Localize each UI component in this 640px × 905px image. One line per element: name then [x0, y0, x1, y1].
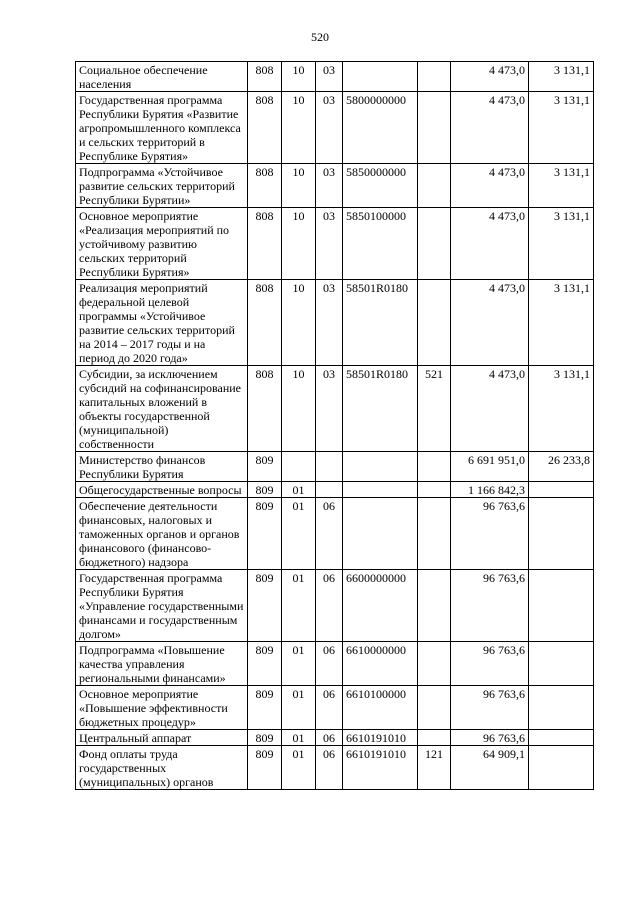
cell-amount-2 — [529, 686, 594, 730]
table-row — [76, 452, 594, 482]
cell-name: Фонд оплаты труда государственных (муниципальных) органов — [76, 746, 248, 790]
cell-amount-1: 96 763,6 — [451, 686, 529, 730]
cell-target-code: 58501R0180 — [343, 280, 418, 366]
cell-amount-2 — [529, 570, 594, 642]
cell-section: 01 — [282, 482, 316, 498]
cell-target-code: 5850100000 — [343, 208, 418, 280]
cell-target-code: 58501R0180 — [343, 366, 418, 452]
cell-target-code — [343, 482, 418, 498]
cell-section: 01 — [282, 498, 316, 570]
cell-expense-type — [418, 92, 451, 164]
cell-ministry-code: 808 — [248, 92, 282, 164]
cell-subsection: 06 — [316, 686, 343, 730]
cell-name: Подпрограмма «Устойчивое развитие сельских территорий Республики Бурятии» — [76, 164, 248, 208]
cell-target-code: 6610191010 — [343, 730, 418, 746]
cell-expense-type — [418, 570, 451, 642]
cell-amount-1: 96 763,6 — [451, 498, 529, 570]
cell-expense-type — [418, 62, 451, 92]
cell-name: Государственная программа Республики Бурятия «Управление государственными финансами и государственным долгом» — [76, 570, 248, 642]
cell-section: 01 — [282, 730, 316, 746]
table-row — [76, 570, 594, 642]
cell-subsection: 06 — [316, 746, 343, 790]
cell-amount-2 — [529, 746, 594, 790]
cell-name: Субсидии, за исключением субсидий на софинансирование капитальных вложений в объекты государственной (муниципальной) собственности — [76, 366, 248, 452]
cell-target-code: 5800000000 — [343, 92, 418, 164]
cell-amount-2 — [529, 498, 594, 570]
cell-amount-1: 4 473,0 — [451, 280, 529, 366]
cell-amount-1: 4 473,0 — [451, 366, 529, 452]
cell-section: 01 — [282, 642, 316, 686]
cell-target-code — [343, 452, 418, 482]
cell-ministry-code: 809 — [248, 452, 282, 482]
table-body — [76, 62, 594, 790]
cell-name: Центральный аппарат — [76, 730, 248, 746]
cell-expense-type — [418, 482, 451, 498]
cell-expense-type — [418, 498, 451, 570]
table-row — [76, 366, 594, 452]
cell-subsection: 03 — [316, 280, 343, 366]
budget-table — [75, 61, 594, 790]
cell-subsection — [316, 452, 343, 482]
cell-amount-2: 3 131,1 — [529, 62, 594, 92]
cell-target-code: 6610191010 — [343, 746, 418, 790]
cell-expense-type — [418, 452, 451, 482]
cell-target-code — [343, 498, 418, 570]
cell-section: 01 — [282, 570, 316, 642]
cell-name: Подпрограмма «Повышение качества управления региональными финансами» — [76, 642, 248, 686]
cell-amount-1: 96 763,6 — [451, 730, 529, 746]
cell-ministry-code: 808 — [248, 164, 282, 208]
cell-name: Основное мероприятие «Повышение эффективности бюджетных процедур» — [76, 686, 248, 730]
cell-amount-2: 3 131,1 — [529, 208, 594, 280]
cell-ministry-code: 809 — [248, 730, 282, 746]
table-row — [76, 208, 594, 280]
cell-expense-type — [418, 164, 451, 208]
cell-name: Министерство финансов Республики Бурятия — [76, 452, 248, 482]
table-row — [76, 686, 594, 730]
cell-name: Реализация мероприятий федеральной целевой программы «Устойчивое развитие сельских территорий на 2014 – 2017 годы и на период до 2020 года» — [76, 280, 248, 366]
table-row — [76, 164, 594, 208]
cell-expense-type — [418, 686, 451, 730]
cell-target-code: 6600000000 — [343, 570, 418, 642]
cell-section: 10 — [282, 92, 316, 164]
cell-target-code: 6610000000 — [343, 642, 418, 686]
cell-subsection: 03 — [316, 92, 343, 164]
cell-ministry-code: 808 — [248, 280, 282, 366]
cell-amount-2: 26 233,8 — [529, 452, 594, 482]
cell-target-code: 6610100000 — [343, 686, 418, 730]
cell-section: 10 — [282, 366, 316, 452]
cell-amount-1: 6 691 951,0 — [451, 452, 529, 482]
cell-amount-2 — [529, 730, 594, 746]
cell-subsection: 03 — [316, 208, 343, 280]
cell-section: 10 — [282, 208, 316, 280]
cell-target-code: 5850000000 — [343, 164, 418, 208]
cell-amount-1: 4 473,0 — [451, 92, 529, 164]
table-row — [76, 482, 594, 498]
cell-ministry-code: 808 — [248, 208, 282, 280]
cell-ministry-code: 808 — [248, 62, 282, 92]
cell-expense-type — [418, 208, 451, 280]
cell-ministry-code: 809 — [248, 570, 282, 642]
cell-subsection: 03 — [316, 62, 343, 92]
cell-amount-2 — [529, 482, 594, 498]
page-number: 520 — [311, 30, 329, 44]
cell-subsection: 06 — [316, 498, 343, 570]
cell-amount-1: 1 166 842,3 — [451, 482, 529, 498]
cell-expense-type — [418, 730, 451, 746]
cell-amount-2: 3 131,1 — [529, 92, 594, 164]
cell-expense-type: 521 — [418, 366, 451, 452]
cell-amount-2: 3 131,1 — [529, 280, 594, 366]
table-row — [76, 62, 594, 92]
cell-amount-1: 96 763,6 — [451, 642, 529, 686]
cell-amount-1: 4 473,0 — [451, 208, 529, 280]
cell-amount-2: 3 131,1 — [529, 366, 594, 452]
cell-amount-2: 3 131,1 — [529, 164, 594, 208]
cell-name: Социальное обеспечение населения — [76, 62, 248, 92]
table-row — [76, 730, 594, 746]
cell-amount-1: 64 909,1 — [451, 746, 529, 790]
cell-subsection: 06 — [316, 642, 343, 686]
table-row — [76, 746, 594, 790]
cell-name: Общегосударственные вопросы — [76, 482, 248, 498]
cell-section: 01 — [282, 686, 316, 730]
cell-subsection: 06 — [316, 730, 343, 746]
cell-section: 10 — [282, 62, 316, 92]
cell-ministry-code: 809 — [248, 482, 282, 498]
cell-ministry-code: 808 — [248, 366, 282, 452]
cell-target-code — [343, 62, 418, 92]
table-row — [76, 92, 594, 164]
table-row — [76, 642, 594, 686]
cell-amount-1: 96 763,6 — [451, 570, 529, 642]
cell-subsection — [316, 482, 343, 498]
cell-expense-type — [418, 642, 451, 686]
cell-subsection: 06 — [316, 570, 343, 642]
cell-subsection: 03 — [316, 366, 343, 452]
cell-amount-1: 4 473,0 — [451, 62, 529, 92]
cell-section: 10 — [282, 164, 316, 208]
cell-section: 01 — [282, 746, 316, 790]
cell-ministry-code: 809 — [248, 498, 282, 570]
cell-expense-type: 121 — [418, 746, 451, 790]
cell-expense-type — [418, 280, 451, 366]
cell-section — [282, 452, 316, 482]
table-row — [76, 498, 594, 570]
cell-ministry-code: 809 — [248, 642, 282, 686]
cell-subsection: 03 — [316, 164, 343, 208]
cell-name: Обеспечение деятельности финансовых, налоговых и таможенных органов и органов финансового (финансово-бюджетного) надзора — [76, 498, 248, 570]
cell-amount-2 — [529, 642, 594, 686]
cell-section: 10 — [282, 280, 316, 366]
cell-amount-1: 4 473,0 — [451, 164, 529, 208]
cell-ministry-code: 809 — [248, 746, 282, 790]
cell-ministry-code: 809 — [248, 686, 282, 730]
table-row — [76, 280, 594, 366]
cell-name: Государственная программа Республики Бурятия «Развитие агропромышленного комплекса и сельских территорий в Республике Бурятия» — [76, 92, 248, 164]
cell-name: Основное мероприятие «Реализация мероприятий по устойчивому развитию сельских территорий Республики Бурятия» — [76, 208, 248, 280]
